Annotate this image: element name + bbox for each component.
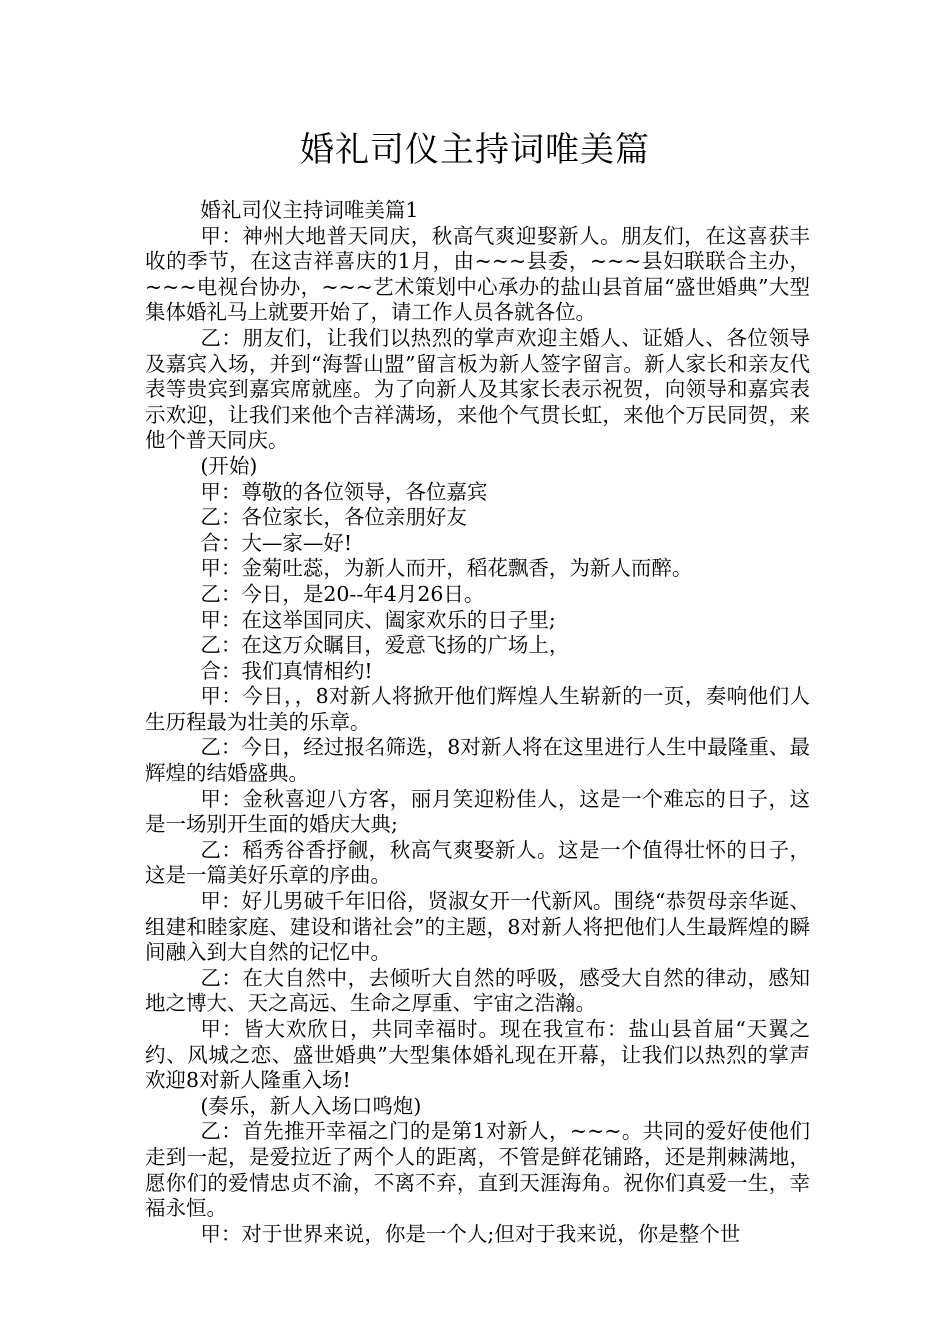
paragraph: 乙：各位家长，各位亲朋好友: [200, 505, 467, 530]
paragraph: 甲：今日，，8对新人将掀开他们辉煌人生崭新的一页，奏响他们人生历程最为壮美的乐章。: [145, 684, 810, 734]
paragraph-heading: 婚礼司仪主持词唯美篇1: [200, 198, 419, 222]
paragraph: 甲：皆大欢欣日，共同幸福时。现在我宣布：盐山县首届“天翼之约、风城之恋、盛世婚典”大型集体婚礼现在开幕，让我们以热烈的掌声欢迎8对新人隆重入场!: [145, 1017, 810, 1093]
paragraph: 乙：今日，是20--年4月26日。: [200, 581, 485, 606]
paragraph: 甲：尊敬的各位领导，各位嘉宾: [200, 479, 488, 504]
document-title: 婚礼司仪主持词唯美篇: [300, 130, 650, 170]
paragraph: 乙：首先推开幸福之门的是第1对新人，~~~。共同的爱好使他们走到一起，是爱拉近了两个人的距离，不管是鲜花铺路，还是荆棘满地，愿你们的爱情忠贞不渝，不离不弃，直到天涯海角。祝你们真爱一生，幸福永恒。: [145, 1119, 810, 1221]
stage-direction: (奏乐，新人入场口鸣炮): [200, 1093, 422, 1118]
stage-direction: (开始): [200, 453, 258, 478]
paragraph: 甲：对于世界来说，你是一个人;但对于我来说，你是整个世: [200, 1221, 741, 1246]
paragraph: 乙：稻秀谷香抒觎，秋高气爽娶新人。这是一个值得壮怀的日子，这是一篇美好乐章的序曲。: [145, 837, 810, 888]
paragraph: 乙：朋友们，让我们以热烈的掌声欢迎主婚人、证婚人、各位领导及嘉宾入场，并到“海誓山盟”留言板为新人签字留言。新人家长和亲友代表等贵宾到嘉宾席就座。为了向新人及其家长表示祝贺，向领导和嘉宾表示欢迎，让我们来他个吉祥满场，来他个气贯长虹，来他个万民同贺，来他个普天同庆。: [145, 325, 810, 453]
paragraph: 乙：今日，经过报名筛选，8对新人将在这里进行人生中最隆重、最辉煌的结婚盛典。: [145, 735, 810, 786]
document-body: [145, 198, 810, 1247]
paragraph: 甲：好儿男破千年旧俗，贤淑女开一代新风。围绕“恭贺母亲华诞、组建和睦家庭、建设和谐社会”的主题，8对新人将把他们人生最辉煌的瞬间融入到大自然的记忆中。: [145, 889, 810, 965]
paragraph: 乙：在这万众瞩目，爱意飞扬的广场上，: [200, 633, 570, 658]
paragraph: 甲：金菊吐蕊，为新人而开，稻花飘香，为新人而醉。: [200, 556, 693, 581]
paragraph: 甲：神州大地普天同庆，秋高气爽迎娶新人。朋友们，在这喜获丰收的季节，在这吉祥喜庆的1月，由~~~县委，~~~县妇联联合主办，~~~电视台协办，~~~艺术策划中心承办的盐山县首届“盛世婚典”大型集体婚礼马上就要开始了，请工作人员各就各位。: [145, 223, 810, 325]
paragraph: 甲：在这举国同庆、阖家欢乐的日子里;: [200, 607, 556, 632]
paragraph: 合：大—家—好!: [200, 530, 353, 555]
paragraph: 乙：在大自然中，去倾听大自然的呼吸，感受大自然的律动，感知地之博大、天之高远、生命之厚重、宇宙之浩瀚。: [145, 965, 810, 1016]
paragraph: 合：我们真情相约!: [200, 658, 373, 683]
paragraph: 甲：金秋喜迎八方客，丽月笑迎粉佳人，这是一个难忘的日子，这是一场别开生面的婚庆大典;: [145, 786, 810, 837]
